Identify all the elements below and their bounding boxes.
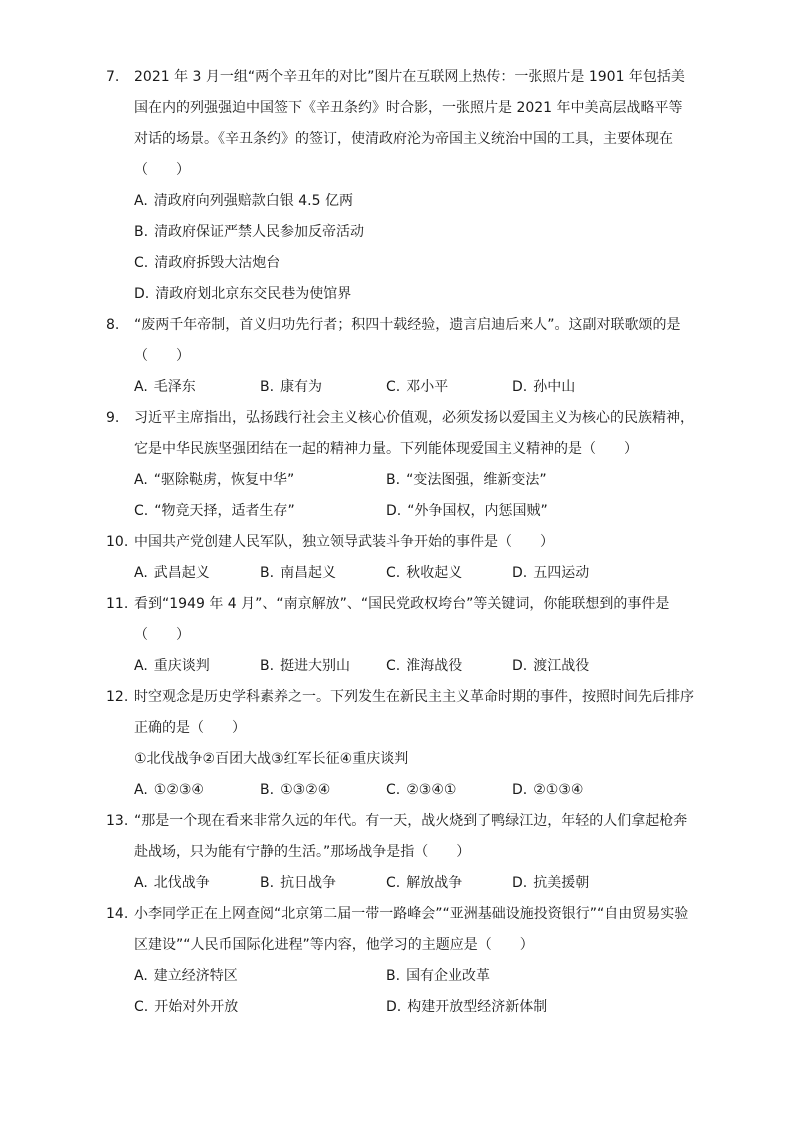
- option-c: C. 清政府拆毁大沽炮台: [134, 255, 281, 271]
- question-text: 2021 年 3 月一组“两个辛丑年的对比”图片在互联网上热传：一张照片是 1901 年包括美国在内的列强强迫中国签下《辛丑条约》时合影，一张照片是 2021 年中美高层战略平等对话的场景。《辛丑条约》的签订，使清政府沦为帝国主义统治中国的工具，主要体现在（ ）: [134, 69, 685, 178]
- question-10: [106, 527, 694, 589]
- option-d: D. 五四运动: [512, 565, 590, 581]
- option-b: B. “变法图强，维新变法”: [386, 472, 547, 488]
- option-a: A. 北伐战争: [134, 875, 210, 891]
- question-stem: [106, 527, 694, 558]
- option-b: B. 国有企业改革: [386, 968, 491, 984]
- question-text: “废两千年帝制，首义归功先行者；积四十载经验，遗言启迪后来人”。这副对联歌颂的是（ ）: [134, 317, 681, 364]
- question-number: 8.: [106, 317, 120, 333]
- option-b: B. ①③②④: [260, 782, 331, 798]
- question-stem: [106, 806, 694, 868]
- option-d: D. 渡江战役: [512, 658, 590, 674]
- question-number: 13.: [106, 813, 129, 829]
- option-c: C. 邓小平: [386, 379, 449, 395]
- option-c: C. 解放战争: [386, 875, 463, 891]
- question-stem: [106, 62, 694, 186]
- option-d: D. ②①③④: [512, 782, 584, 798]
- option-c: C. 秋收起义: [386, 565, 463, 581]
- option-a: A. ①②③④: [134, 782, 204, 798]
- option-d: D. 构建开放型经济新体制: [386, 999, 548, 1015]
- options-row: [134, 558, 694, 589]
- question-stem: [106, 403, 694, 465]
- question-stem: [106, 682, 694, 744]
- question-number: 10.: [106, 534, 129, 550]
- question-11: [106, 589, 694, 682]
- question-8: [106, 310, 694, 403]
- question-text: 时空观念是历史学科素养之一。下列发生在新民主主义革命时期的事件，按照时间先后排序正确的是（ ）: [134, 689, 694, 736]
- option-a: A. 建立经济特区: [134, 968, 238, 984]
- option-d: D. 抗美援朝: [512, 875, 590, 891]
- option-c: C. 开始对外开放: [134, 999, 239, 1015]
- question-7: [106, 62, 694, 310]
- options-grid: [134, 961, 694, 1023]
- question-13: [106, 806, 694, 899]
- option-a: A. 清政府向列强赔款白银 4.5 亿两: [134, 193, 353, 209]
- question-stem: [106, 310, 694, 372]
- question-number: 9.: [106, 410, 120, 426]
- option-b: B. 挺进大别山: [260, 658, 351, 674]
- option-a: A. 重庆谈判: [134, 658, 210, 674]
- question-14: [106, 899, 694, 1023]
- option-a: A. 毛泽东: [134, 379, 196, 395]
- option-c: C. ②③④①: [386, 782, 457, 798]
- question-9: [106, 403, 694, 527]
- option-a: A. 武昌起义: [134, 565, 210, 581]
- question-text: 习近平主席指出，弘扬践行社会主义核心价值观，必须发扬以爱国主义为核心的民族精神，它是中华民族坚强团结在一起的精神力量。下列能体现爱国主义精神的是（ ）: [134, 410, 694, 457]
- option-a: A. “驱除鞑虏，恢复中华”: [134, 472, 295, 488]
- options-row: [134, 372, 694, 403]
- question-number: 14.: [106, 906, 129, 922]
- option-c: C. “物竞天择，适者生存”: [134, 503, 295, 519]
- options-row: [134, 868, 694, 899]
- question-text: 小李同学正在上网查阅“北京第二届一带一路峰会”“亚洲基础设施投资银行”“自由贸易实验区建设”“人民币国际化进程”等内容，他学习的主题应是（ ）: [134, 906, 689, 953]
- options-row: [134, 651, 694, 682]
- question-number: 12.: [106, 689, 129, 705]
- question-number: 11.: [106, 596, 129, 612]
- question-stem: [106, 589, 694, 651]
- options-row: [134, 775, 694, 806]
- question-stem: [106, 899, 694, 961]
- option-d: D. 孙中山: [512, 379, 576, 395]
- option-b: B. 抗日战争: [260, 875, 337, 891]
- option-b: B. 康有为: [260, 379, 323, 395]
- options-grid: [134, 465, 694, 527]
- option-d: D. “外争国权，内惩国贼”: [386, 503, 548, 519]
- question-number: 7.: [106, 69, 120, 85]
- option-b: B. 南昌起义: [260, 565, 337, 581]
- option-c: C. 淮海战役: [386, 658, 463, 674]
- question-text: 看到“1949 年 4 月”、“南京解放”、“国民党政权垮台”等关键词，你能联想到的事件是（ ）: [134, 596, 670, 643]
- question-12: [106, 682, 694, 806]
- question-text: 中国共产党创建人民军队，独立领导武装斗争开始的事件是（ ）: [134, 534, 554, 550]
- question-subtext: ①北伐战争②百团大战③红军长征④重庆谈判: [134, 751, 409, 767]
- option-b: B. 清政府保证严禁人民参加反帝活动: [134, 224, 365, 240]
- options-list: [134, 186, 694, 310]
- option-d: D. 清政府划北京东交民巷为使馆界: [134, 286, 352, 302]
- question-text: “那是一个现在看来非常久远的年代。有一天，战火烧到了鸭绿江边，年轻的人们拿起枪奔赴战场，只为能有宁静的生活。”那场战争是指（ ）: [134, 813, 688, 860]
